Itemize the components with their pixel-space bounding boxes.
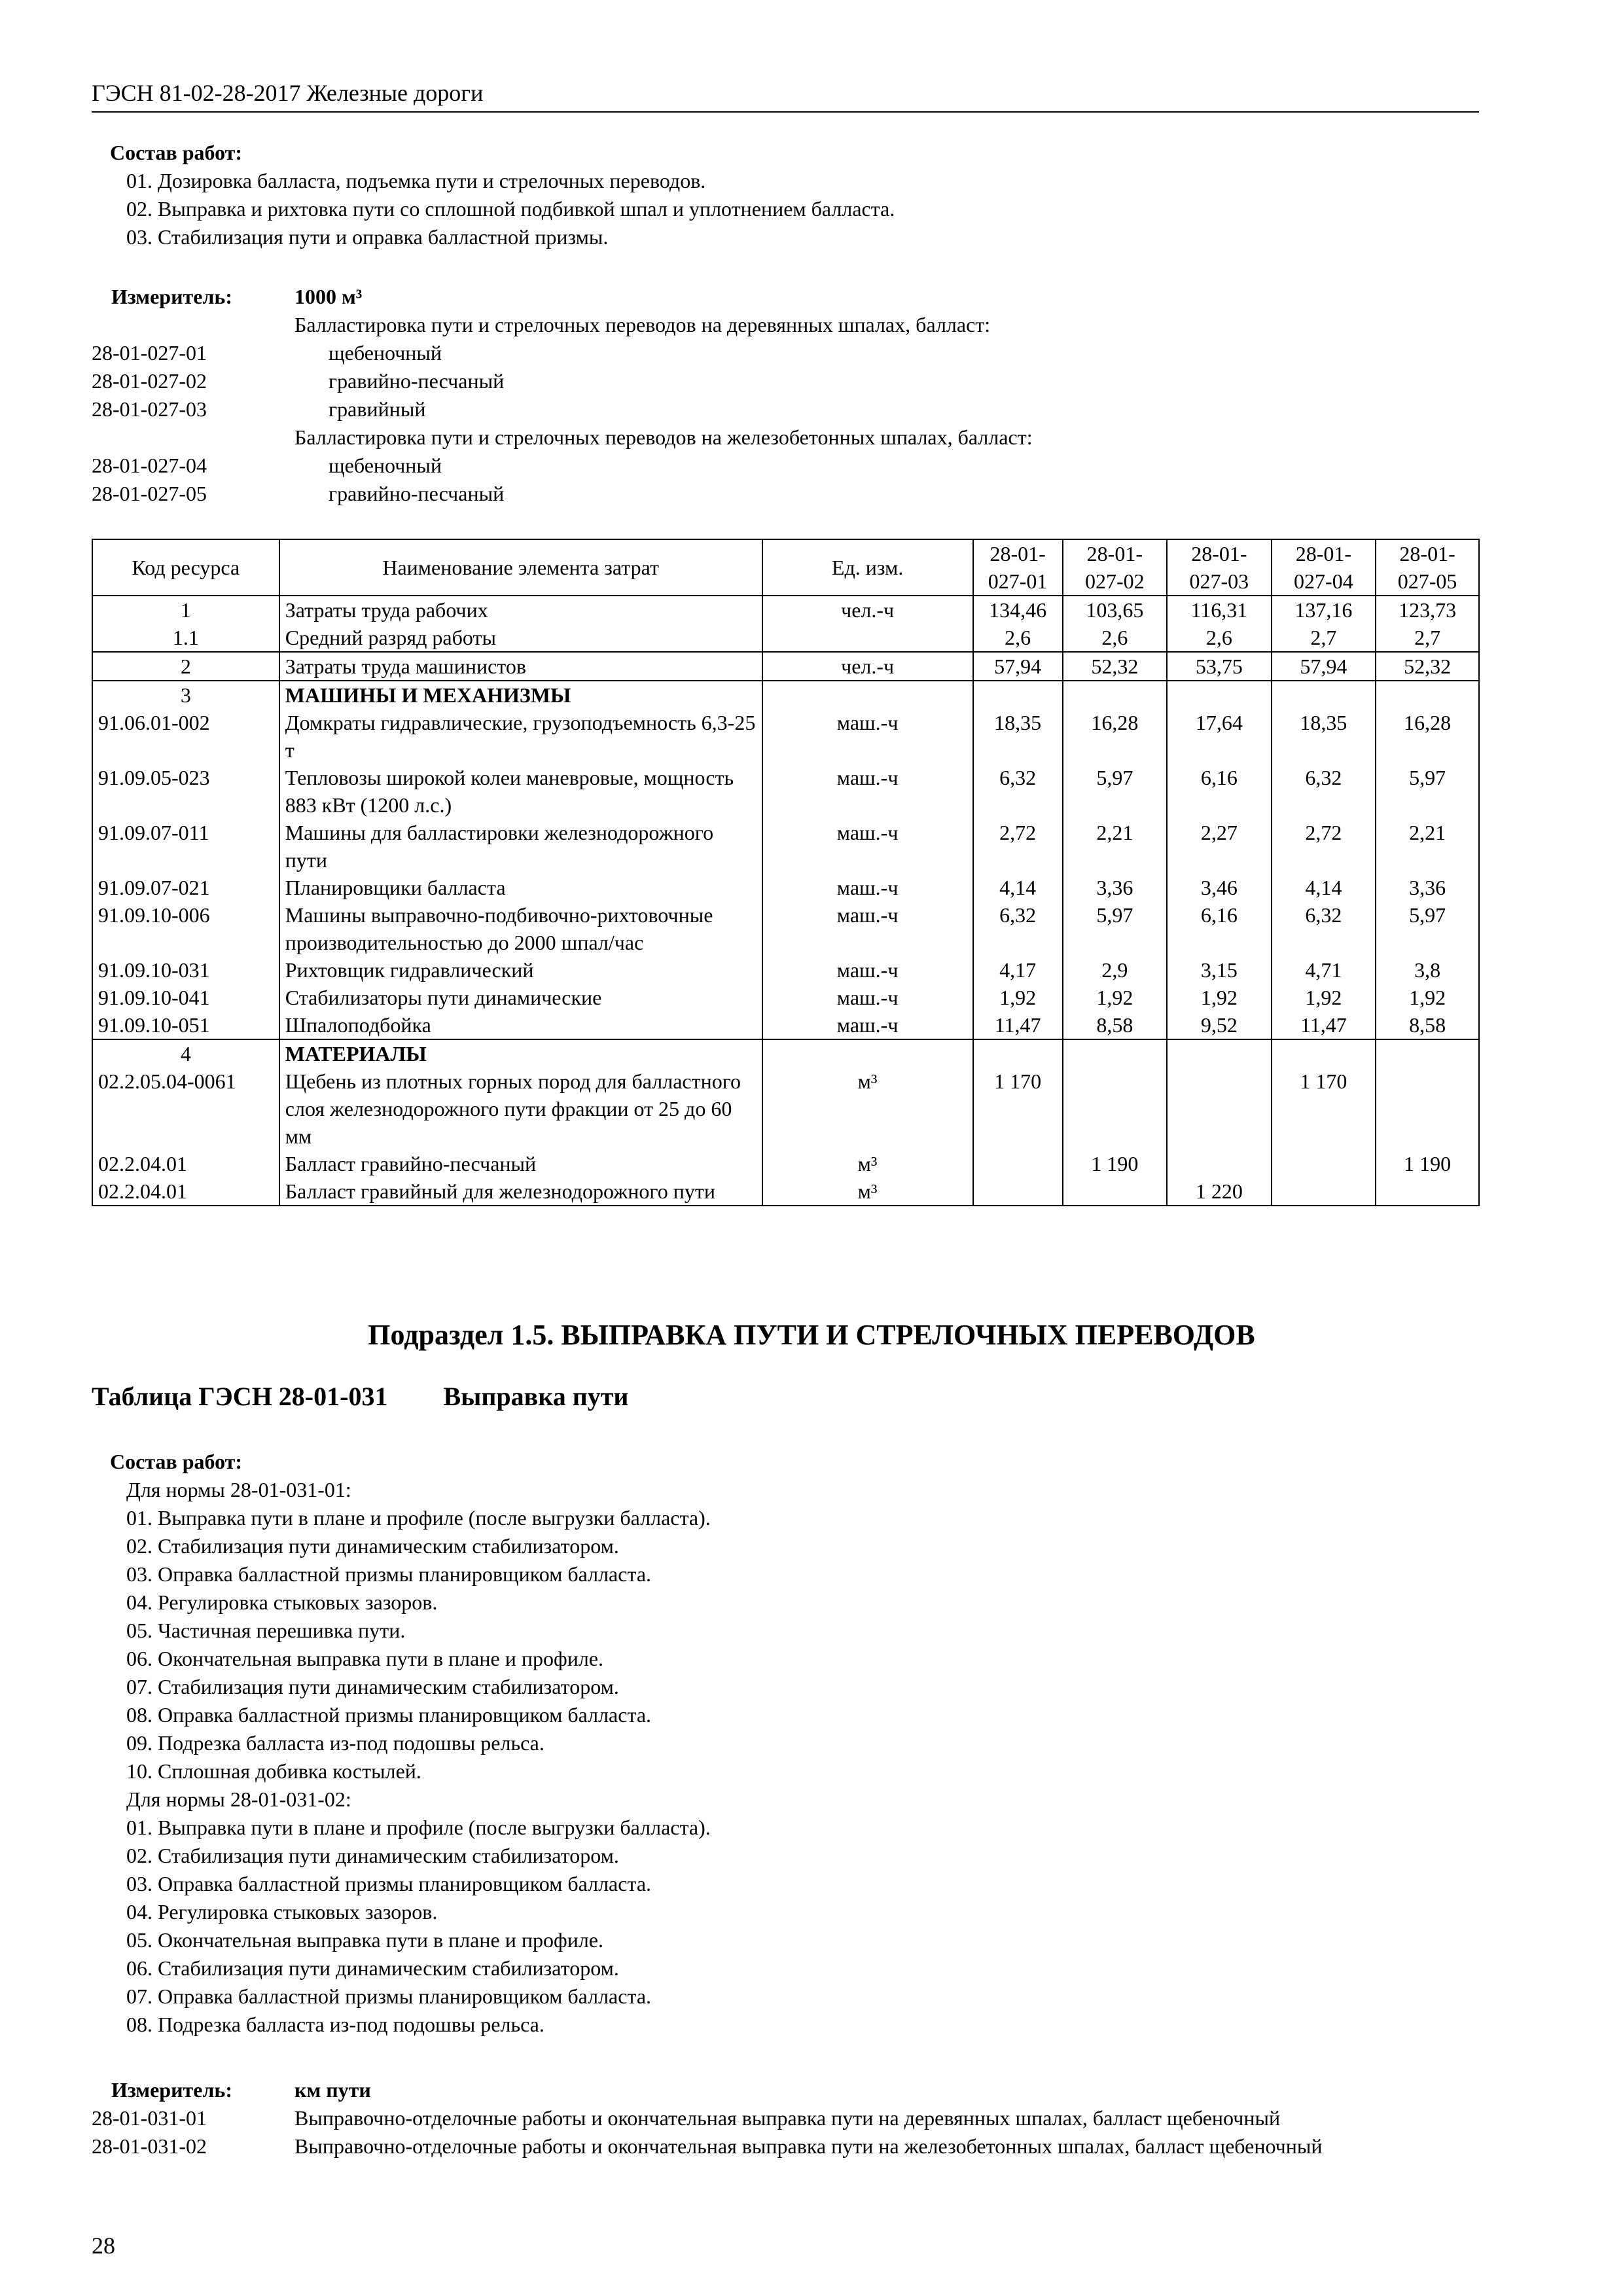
cell-value: 4,17 [973, 956, 1063, 984]
norm-row [92, 395, 1033, 423]
measure-unit: 1000 м³ [294, 285, 363, 308]
work-items-top [110, 167, 895, 251]
cell-name: Балласт гравийно-песчаный [279, 1150, 762, 1177]
cell-name: Щебень из плотных горных пород для балластного слоя железнодорожного пути фракции от 25 до 60 мм [279, 1067, 762, 1150]
work-item: 03. Оправка балластной призмы планировщиком балласта. [126, 1562, 652, 1586]
cell-value: 11,47 [973, 1011, 1063, 1039]
cell-value: 3,36 [1063, 874, 1168, 901]
cell-value: 2,27 [1167, 819, 1271, 874]
cell-code: 02.2.04.01 [92, 1177, 279, 1206]
norm2-list [126, 1814, 711, 2039]
cell-unit: маш.-ч [762, 874, 973, 901]
norm-row [92, 452, 1033, 480]
cell-value: 16,28 [1063, 709, 1168, 764]
cell-unit: маш.-ч [762, 764, 973, 819]
work-items-bottom [110, 1476, 711, 2039]
work-item: 05. Окончательная выправка пути в плане и профиле. [126, 1928, 603, 1952]
table-header-row [92, 539, 1479, 596]
cell-unit: чел.-ч [762, 652, 973, 681]
cell-value: 1 170 [1272, 1067, 1376, 1150]
cell-value: 8,58 [1376, 1011, 1479, 1039]
cell-value: 1,92 [1376, 984, 1479, 1011]
cell-value [1376, 1039, 1479, 1067]
cell-value: 2,21 [1063, 819, 1168, 874]
cell-value: 5,97 [1063, 764, 1168, 819]
work-item: 02. Стабилизация пути динамическим стабилизатором. [126, 1844, 619, 1867]
measure-group-title: Балластировка пути и стрелочных переводов на железобетонных шпалах, балласт: [294, 425, 1033, 449]
work-item: 05. Частичная перешивка пути. [126, 1619, 406, 1642]
cell-code: 02.2.05.04-0061 [92, 1067, 279, 1150]
cell-value: 52,32 [1063, 652, 1168, 681]
work-composition-label: Состав работ: [110, 141, 243, 164]
cell-name: Балласт гравийный для железнодорожного пути [279, 1177, 762, 1206]
work-item: 09. Подрезка балласта из-под подошвы рельса. [126, 1731, 544, 1755]
table-title-name: Выправка пути [443, 1382, 629, 1411]
cell-code: 02.2.04.01 [92, 1150, 279, 1177]
cell-unit: маш.-ч [762, 901, 973, 956]
work-item: 06. Стабилизация пути динамическим стабилизатором. [126, 1956, 619, 1980]
cell-code: 1 [92, 596, 279, 624]
cell-value [1167, 681, 1271, 709]
work-composition-bottom [110, 1448, 711, 2039]
norm-name: Выправочно-отделочные работы и окончательная выправка пути на железобетонных шпалах, балласт щебеночный [294, 2134, 1323, 2158]
col-header-norm: 28-01-027-03 [1167, 539, 1271, 596]
work-item: 03. Стабилизация пути и оправка балластной призмы. [126, 225, 609, 249]
cell-unit: маш.-ч [762, 1011, 973, 1039]
table-row [92, 596, 1479, 624]
cell-value: 1 190 [1063, 1150, 1168, 1177]
cell-value: 5,97 [1063, 901, 1168, 956]
running-header: ГЭСН 81-02-28-2017 Железные дороги [92, 77, 1479, 113]
cell-value: 18,35 [973, 709, 1063, 764]
work-item: 08. Подрезка балласта из-под подошвы рельса. [126, 2013, 544, 2036]
cell-code: 91.09.10-006 [92, 901, 279, 956]
cell-value: 1,92 [973, 984, 1063, 1011]
cell-name: Машины выправочно-подбивочно-рихтовочные производительностью до 2000 шпал/час [279, 901, 762, 956]
table-row [92, 984, 1479, 1011]
cell-value [973, 1039, 1063, 1067]
cell-unit: маш.-ч [762, 819, 973, 874]
norm1-list [126, 1504, 711, 1785]
work-item: 03. Оправка балластной призмы планировщиком балласта. [126, 1872, 652, 1895]
col-header-norm: 28-01-027-05 [1376, 539, 1479, 596]
cell-code: 91.09.10-051 [92, 1011, 279, 1039]
work-item: 07. Стабилизация пути динамическим стабилизатором. [126, 1675, 619, 1698]
work-composition-top [110, 139, 895, 251]
col-header-norm: 28-01-027-01 [973, 539, 1063, 596]
norm-row [92, 339, 1033, 367]
cell-value [1376, 681, 1479, 709]
cell-value [1063, 1177, 1168, 1206]
norm-row [92, 480, 1033, 508]
resource-table [92, 539, 1480, 1206]
col-header-code: Код ресурса [92, 539, 279, 596]
col-header-unit: Ед. изм. [762, 539, 973, 596]
cell-value: 6,32 [1272, 764, 1376, 819]
cell-value [1272, 1150, 1376, 1177]
cell-value: 2,72 [973, 819, 1063, 874]
cell-value: 4,14 [973, 874, 1063, 901]
cell-value [1272, 1177, 1376, 1206]
measure-block-bottom [92, 2076, 1479, 2161]
cell-code: 91.09.10-031 [92, 956, 279, 984]
measure-group-title: Балластировка пути и стрелочных переводов на деревянных шпалах, балласт: [294, 313, 991, 336]
norm-name: щебеночный [329, 341, 442, 365]
table-row [92, 1177, 1479, 1206]
work-item: 01. Выправка пути в плане и профиле (после выгрузки балласта). [126, 1816, 711, 1839]
measure-block-top [92, 283, 1033, 508]
cell-unit [762, 1039, 973, 1067]
cell-name: Средний разряд работы [279, 624, 762, 652]
cell-value [973, 681, 1063, 709]
table-title-code: Таблица ГЭСН 28-01-031 [92, 1382, 388, 1411]
norm-name: гравийный [329, 397, 426, 421]
cell-value: 57,94 [973, 652, 1063, 681]
cell-unit: маш.-ч [762, 984, 973, 1011]
work-item: 07. Оправка балластной призмы планировщиком балласта. [126, 1984, 652, 2008]
norm-code: 28-01-027-03 [92, 397, 207, 421]
norm-code: 28-01-031-01 [92, 2106, 207, 2130]
cell-value: 123,73 [1376, 596, 1479, 624]
cell-value: 8,58 [1063, 1011, 1168, 1039]
cell-value: 2,6 [1063, 624, 1168, 652]
cell-value: 1,92 [1272, 984, 1376, 1011]
cell-value: 134,46 [973, 596, 1063, 624]
cell-name: Домкраты гидравлические, грузоподъемность 6,3-25 т [279, 709, 762, 764]
cell-code: 3 [92, 681, 279, 709]
work-item: 04. Регулировка стыковых зазоров. [126, 1900, 438, 1924]
table-row [92, 652, 1479, 681]
cell-value: 17,64 [1167, 709, 1271, 764]
cell-code: 91.09.07-011 [92, 819, 279, 874]
cell-value [973, 1177, 1063, 1206]
cell-name: Шпалоподбойка [279, 1011, 762, 1039]
cell-value: 4,14 [1272, 874, 1376, 901]
cell-value: 3,46 [1167, 874, 1271, 901]
table-row [92, 1067, 1479, 1150]
col-header-norm: 28-01-027-02 [1063, 539, 1168, 596]
cell-value [1167, 1067, 1271, 1150]
section-row [92, 1039, 1479, 1067]
cell-value: 116,31 [1167, 596, 1271, 624]
cell-unit: чел.-ч [762, 596, 973, 624]
cell-value: 3,8 [1376, 956, 1479, 984]
cell-value: 103,65 [1063, 596, 1168, 624]
work-item: 02. Выправка и рихтовка пути со сплошной подбивкой шпал и уплотнением балласта. [126, 197, 895, 221]
cell-value: 1 190 [1376, 1150, 1479, 1177]
cell-name: Стабилизаторы пути динамические [279, 984, 762, 1011]
table-title [92, 1380, 628, 1414]
cell-unit: маш.-ч [762, 956, 973, 984]
cell-unit: м³ [762, 1177, 973, 1206]
cell-value: 6,32 [973, 764, 1063, 819]
cell-name: МАШИНЫ И МЕХАНИЗМЫ [279, 681, 762, 709]
cell-value: 2,6 [973, 624, 1063, 652]
cell-value [1063, 681, 1168, 709]
cell-name: Затраты труда машинистов [279, 652, 762, 681]
norm-title: Для нормы 28-01-031-01: [126, 1478, 351, 1501]
cell-value: 2,21 [1376, 819, 1479, 874]
work-item: 01. Дозировка балласта, подъемка пути и стрелочных переводов. [126, 169, 706, 192]
work-item: 02. Стабилизация пути динамическим стабилизатором. [126, 1534, 619, 1558]
cell-name: Планировщики балласта [279, 874, 762, 901]
cell-value [1167, 1150, 1271, 1177]
norm-code: 28-01-027-02 [92, 369, 207, 393]
cell-value: 5,97 [1376, 764, 1479, 819]
resource-table-body [92, 596, 1479, 1206]
table-row [92, 1150, 1479, 1177]
cell-code: 2 [92, 652, 279, 681]
norm-row [92, 2104, 1479, 2132]
cell-value: 2,72 [1272, 819, 1376, 874]
work-item: 08. Оправка балластной призмы планировщиком балласта. [126, 1703, 652, 1727]
cell-value: 52,32 [1376, 652, 1479, 681]
cell-value: 4,71 [1272, 956, 1376, 984]
norm-name: щебеночный [329, 454, 442, 477]
norm-row [92, 2132, 1479, 2161]
cell-value [1063, 1067, 1168, 1150]
cell-value: 9,52 [1167, 1011, 1271, 1039]
cell-name: Машины для балластировки железнодорожного пути [279, 819, 762, 874]
measure-label: Измеритель: [111, 2078, 232, 2102]
measure-unit: км пути [294, 2078, 371, 2102]
norm-code: 28-01-027-04 [92, 454, 207, 477]
col-header-name: Наименование элемента затрат [279, 539, 762, 596]
measure-label: Измеритель: [111, 285, 232, 308]
cell-value [1376, 1067, 1479, 1150]
cell-value [1272, 681, 1376, 709]
table-row [92, 874, 1479, 901]
cell-value: 2,6 [1167, 624, 1271, 652]
cell-value: 6,32 [973, 901, 1063, 956]
cell-code: 91.09.10-041 [92, 984, 279, 1011]
cell-name: Рихтовщик гидравлический [279, 956, 762, 984]
cell-name: Тепловозы широкой колеи маневровые, мощность 883 кВт (1200 л.с.) [279, 764, 762, 819]
cell-value: 53,75 [1167, 652, 1271, 681]
cell-value: 1 220 [1167, 1177, 1271, 1206]
cell-unit: маш.-ч [762, 709, 973, 764]
work-item: 06. Окончательная выправка пути в плане и профиле. [126, 1647, 603, 1670]
norm-title: Для нормы 28-01-031-02: [126, 1787, 351, 1811]
subsection-title: Подраздел 1.5. ВЫПРАВКА ПУТИ И СТРЕЛОЧНЫХ ПЕРЕВОДОВ [368, 1319, 1255, 1351]
cell-unit: м³ [762, 1150, 973, 1177]
cell-value: 1,92 [1167, 984, 1271, 1011]
cell-code: 91.09.05-023 [92, 764, 279, 819]
table-row [92, 624, 1479, 652]
norm-code: 28-01-031-02 [92, 2134, 207, 2158]
norm-code: 28-01-027-05 [92, 482, 207, 505]
cell-value: 6,16 [1167, 901, 1271, 956]
cell-value: 137,16 [1272, 596, 1376, 624]
cell-value: 1 170 [973, 1067, 1063, 1150]
work-composition-label: Состав работ: [110, 1450, 243, 1473]
col-header-norm: 28-01-027-04 [1272, 539, 1376, 596]
cell-value: 3,36 [1376, 874, 1479, 901]
cell-value [973, 1150, 1063, 1177]
cell-value: 2,7 [1272, 624, 1376, 652]
cell-value: 18,35 [1272, 709, 1376, 764]
table-row [92, 764, 1479, 819]
cell-value [1167, 1039, 1271, 1067]
cell-value: 57,94 [1272, 652, 1376, 681]
table-row [92, 1011, 1479, 1039]
cell-value [1063, 1039, 1168, 1067]
cell-name: Затраты труда рабочих [279, 596, 762, 624]
cell-code: 4 [92, 1039, 279, 1067]
norm-name: гравийно-песчаный [329, 482, 505, 505]
cell-value: 16,28 [1376, 709, 1479, 764]
cell-code: 91.09.07-021 [92, 874, 279, 901]
norm-name: гравийно-песчаный [329, 369, 505, 393]
work-item: 10. Сплошная добивка костылей. [126, 1759, 421, 1783]
cell-value: 3,15 [1167, 956, 1271, 984]
table-row [92, 901, 1479, 956]
cell-code: 1.1 [92, 624, 279, 652]
work-item: 04. Регулировка стыковых зазоров. [126, 1590, 438, 1614]
table-row [92, 709, 1479, 764]
cell-value [1272, 1039, 1376, 1067]
cell-value: 2,9 [1063, 956, 1168, 984]
cell-unit [762, 624, 973, 652]
cell-value: 2,7 [1376, 624, 1479, 652]
work-item: 01. Выправка пути в плане и профиле (после выгрузки балласта). [126, 1506, 711, 1530]
cell-name: МАТЕРИАЛЫ [279, 1039, 762, 1067]
norm-row [92, 367, 1033, 395]
cell-value: 11,47 [1272, 1011, 1376, 1039]
cell-value: 1,92 [1063, 984, 1168, 1011]
table-row [92, 956, 1479, 984]
cell-value: 5,97 [1376, 901, 1479, 956]
norm-code: 28-01-027-01 [92, 341, 207, 365]
page-number: 28 [92, 2233, 115, 2259]
section-row [92, 681, 1479, 709]
cell-unit [762, 681, 973, 709]
cell-value: 6,32 [1272, 901, 1376, 956]
norm-name: Выправочно-отделочные работы и окончательная выправка пути на деревянных шпалах, балласт щебеночный [294, 2106, 1281, 2130]
cell-value [1376, 1177, 1479, 1206]
cell-code: 91.06.01-002 [92, 709, 279, 764]
cell-unit: м³ [762, 1067, 973, 1150]
cell-value: 6,16 [1167, 764, 1271, 819]
table-row [92, 819, 1479, 874]
